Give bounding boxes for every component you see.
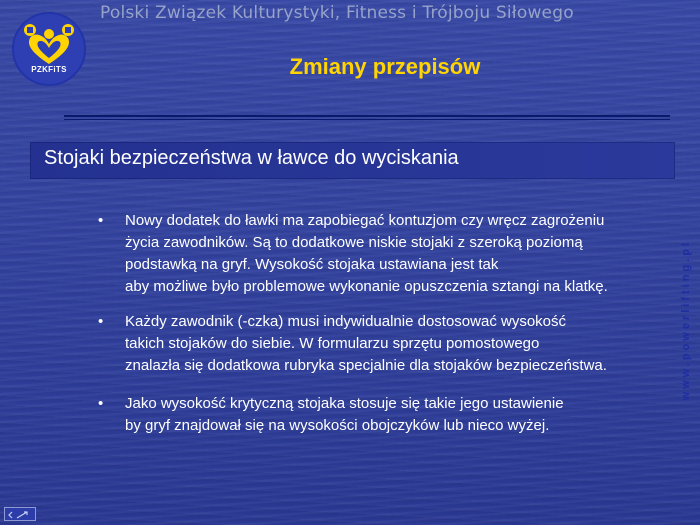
logo-text: PZKFiTS: [31, 65, 67, 74]
bullet-dot: •: [98, 212, 104, 229]
organization-name: Polski Związek Kulturystyki, Fitness i Trójboju Siłowego: [100, 3, 574, 23]
slide-subtitle: Stojaki bezpieczeństwa w ławce do wyciskania: [44, 147, 459, 169]
bullet-item: [98, 311, 607, 377]
slide-navigation-button[interactable]: [4, 507, 36, 521]
bullet-item: [98, 393, 564, 437]
title-divider-thin: [64, 119, 670, 120]
bullet-line: Każdy zawodnik (-czka) musi indywidualnie dostosować wysokość: [125, 313, 567, 330]
bullet-item: [98, 210, 608, 298]
bullet-line: aby możliwe było problemowe wykonanie opuszczenia sztangi na klatkę.: [125, 278, 608, 295]
slide-title: Zmiany przepisów: [289, 54, 481, 79]
bullet-dot: •: [98, 313, 104, 330]
subtitle-bar: [30, 142, 675, 179]
bullet-line: Jako wysokość krytyczną stojaka stosuje się takie jego ustawienie: [125, 395, 564, 412]
slide-navigation-icon: [5, 508, 37, 522]
website-url: www.powerlifting.pl: [680, 240, 692, 401]
bullet-line: życia zawodników. Są to dodatkowe niskie stojaki z szeroką poziomą: [125, 234, 583, 251]
bullet-line: podstawką na gryf. Wysokość stojaka ustawiana jest tak: [125, 256, 499, 273]
bullet-dot: •: [98, 395, 104, 412]
bullet-line: takich stojaków do siebie. W formularzu sprzętu pomostowego: [125, 335, 540, 352]
bullet-line: znalazła się dodatkowa rubryka specjalnie dla stojaków bezpieczeństwa.: [125, 357, 607, 374]
bullet-line: Nowy dodatek do ławki ma zapobiegać kontuzjom czy wręcz zagrożeniu: [125, 212, 605, 229]
bullet-line: by gryf znajdował się na wysokości obojczyków lub nieco wyżej.: [125, 417, 550, 434]
title-divider: [64, 115, 670, 117]
pzkfits-logo-icon: [12, 12, 86, 86]
